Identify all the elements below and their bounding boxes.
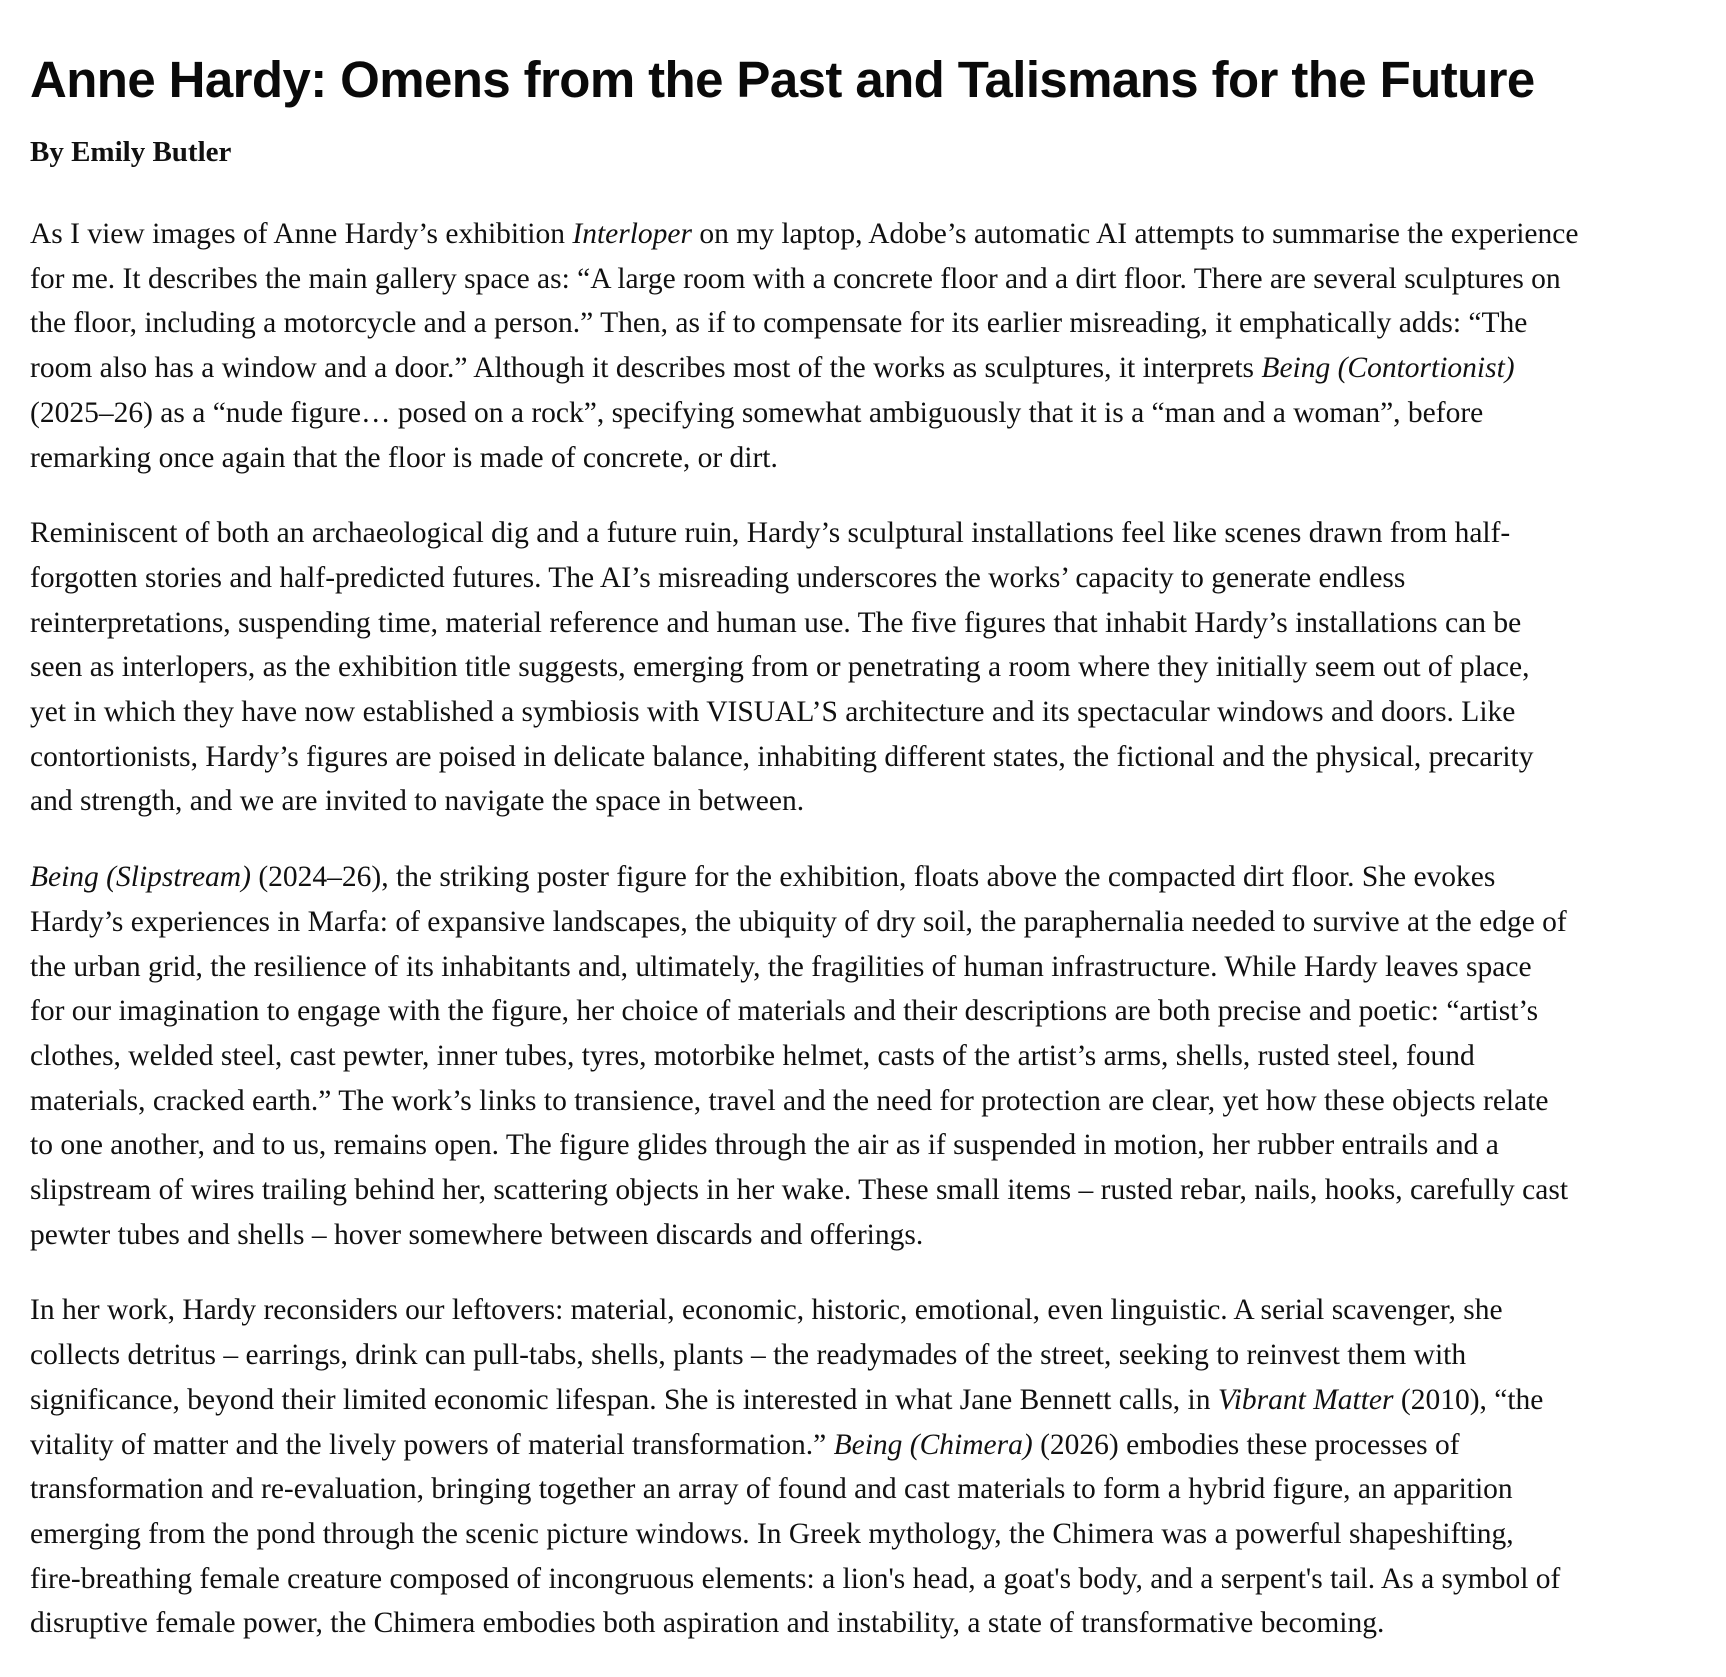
body-text: fire-breathing female creature composed of incongruous elements: a lion's head, a goat's body, and a serpent's tail. As a symbol of [30,1562,1561,1595]
text-line [30,1123,1720,1168]
body-text: (2024–26), the striking poster figure for the exhibition, floats above the compacted dirt floor. She evokes [250,861,1496,894]
body-text: In her work, Hardy reconsiders our leftovers: material, economic, historic, emotional, even linguistic. A serial scavenger, she [30,1294,1503,1327]
text-line [30,855,1720,900]
text-line [30,779,1720,824]
body-text: contortionists, Hardy’s figures are poised in delicate balance, inhabiting different states, the fictional and the physical, precarity [30,740,1534,773]
paragraph [30,855,1720,1257]
body-text: for me. It describes the main gallery space as: “A large room with a concrete floor and a dirt floor. There are several sculptures on [30,262,1561,295]
paragraph [30,212,1720,480]
text-line [30,436,1720,481]
text-line [30,1601,1720,1646]
body-text: room also has a window and a door.” Although it describes most of the works as sculptures, it interprets [30,352,1262,385]
body-text: yet in which they have now established a symbiosis with VISUAL’S architecture and its spectacular windows and doors. Like [30,696,1516,729]
text-line [30,556,1720,601]
body-text: clothes, welded steel, cast pewter, inner tubes, tyres, motorbike helmet, casts of the artist’s arms, shells, rusted steel, found [30,1039,1475,1072]
body-text: seen as interlopers, as the exhibition title suggests, emerging from or penetrating a room where they initially seem out of place, [30,651,1530,684]
text-line [30,1288,1720,1333]
text-line [30,735,1720,780]
body-text: the urban grid, the resilience of its inhabitants and, ultimately, the fragilities of human infrastructure. While Hardy leaves space [30,950,1532,983]
article-title: Anne Hardy: Omens from the Past and Talismans for the Future [30,51,1535,108]
body-text: forgotten stories and half-predicted futures. The AI’s misreading underscores the works’ capacity to generate endless [30,561,1406,594]
text-line [30,1168,1720,1213]
body-text: significance, beyond their limited economic lifespan. She is interested in what Jane Bennett calls, in [30,1383,1218,1416]
text-line [30,212,1720,257]
body-text: As I view images of Anne Hardy’s exhibition [30,218,573,250]
text-line [30,1378,1720,1423]
text-line [30,1423,1720,1468]
italic-title-text: Being (Chimera) [833,1428,1033,1461]
body-text: emerging from the pond through the scenic picture windows. In Greek mythology, the Chimera was a powerful shapeshifting, [30,1517,1514,1550]
body-text: (2025–26) as a “nude figure… posed on a rock”, specifying somewhat ambiguously that it is a “man and a woman”, before [30,396,1484,429]
italic-title-text: Being (Slipstream) [30,861,251,894]
paragraph [30,511,1720,824]
body-text: to one another, and to us, remains open. The figure glides through the air as if suspended in motion, her rubber entrails and a [30,1129,1499,1162]
body-text: vitality of matter and the lively powers of material transformation.” [30,1428,834,1461]
text-line [30,945,1720,990]
text-line [30,1467,1720,1512]
text-line [30,1512,1720,1557]
text-line [30,1034,1720,1079]
text-line [30,989,1720,1034]
text-line [30,1079,1720,1124]
text-line [30,346,1720,391]
text-line [30,1333,1720,1378]
byline: By Emily Butler [30,136,232,168]
body-text: disruptive female power, the Chimera embodies both aspiration and instability, a state of transformative becoming. [30,1607,1385,1640]
text-line [30,645,1720,690]
body-text: (2010), “the [1393,1383,1544,1416]
body-text: on my laptop, Adobe’s automatic AI attempts to summarise the experience [692,218,1579,250]
text-line [30,690,1720,735]
italic-title-text: Interloper [572,218,693,250]
article-body [30,212,1720,1677]
body-text: Reminiscent of both an archaeological dig and a future ruin, Hardy’s sculptural installations feel like scenes drawn from half- [30,517,1511,550]
text-line [30,301,1720,346]
text-line [30,511,1720,556]
body-text: pewter tubes and shells – hover somewhere between discards and offerings. [30,1218,924,1251]
text-line [30,391,1720,436]
body-text: Hardy’s experiences in Marfa: of expansive landscapes, the ubiquity of dry soil, the paraphernalia needed to survive at the edge of [30,905,1567,938]
text-line [30,257,1720,302]
body-text: (2026) embodies these processes of [1032,1428,1460,1461]
body-text: materials, cracked earth.” The work’s links to transience, travel and the need for protection are clear, yet how these objects relate [30,1084,1549,1117]
text-line [30,900,1720,945]
body-text: the floor, including a motorcycle and a person.” Then, as if to compensate for its earlier misreading, it emphatically adds: “The [30,307,1528,340]
body-text: slipstream of wires trailing behind her, scattering objects in her wake. These small items – rusted rebar, nails, hooks, carefully cast [30,1174,1569,1207]
body-text: reinterpretations, suspending time, material reference and human use. The five figures that inhabit Hardy’s installations can be [30,606,1522,639]
body-text: remarking once again that the floor is made of concrete, or dirt. [30,441,778,474]
italic-title-text: Being (Contortionist) [1261,352,1515,385]
italic-title-text: Vibrant Matter [1217,1383,1394,1416]
paragraph [30,1288,1720,1646]
text-line [30,601,1720,646]
body-text: for our imagination to engage with the figure, her choice of materials and their descriptions are both precise and poetic: “artist’s [30,995,1539,1028]
text-line [30,1557,1720,1602]
text-line [30,1213,1720,1258]
body-text: and strength, and we are invited to navigate the space in between. [30,785,805,818]
body-text: transformation and re-evaluation, bringing together an array of found and cast materials to form a hybrid figure, an apparition [30,1473,1513,1506]
body-text: collects detritus – earrings, drink can pull-tabs, shells, plants – the readymades of the street, seeking to reinvest them with [30,1339,1467,1372]
